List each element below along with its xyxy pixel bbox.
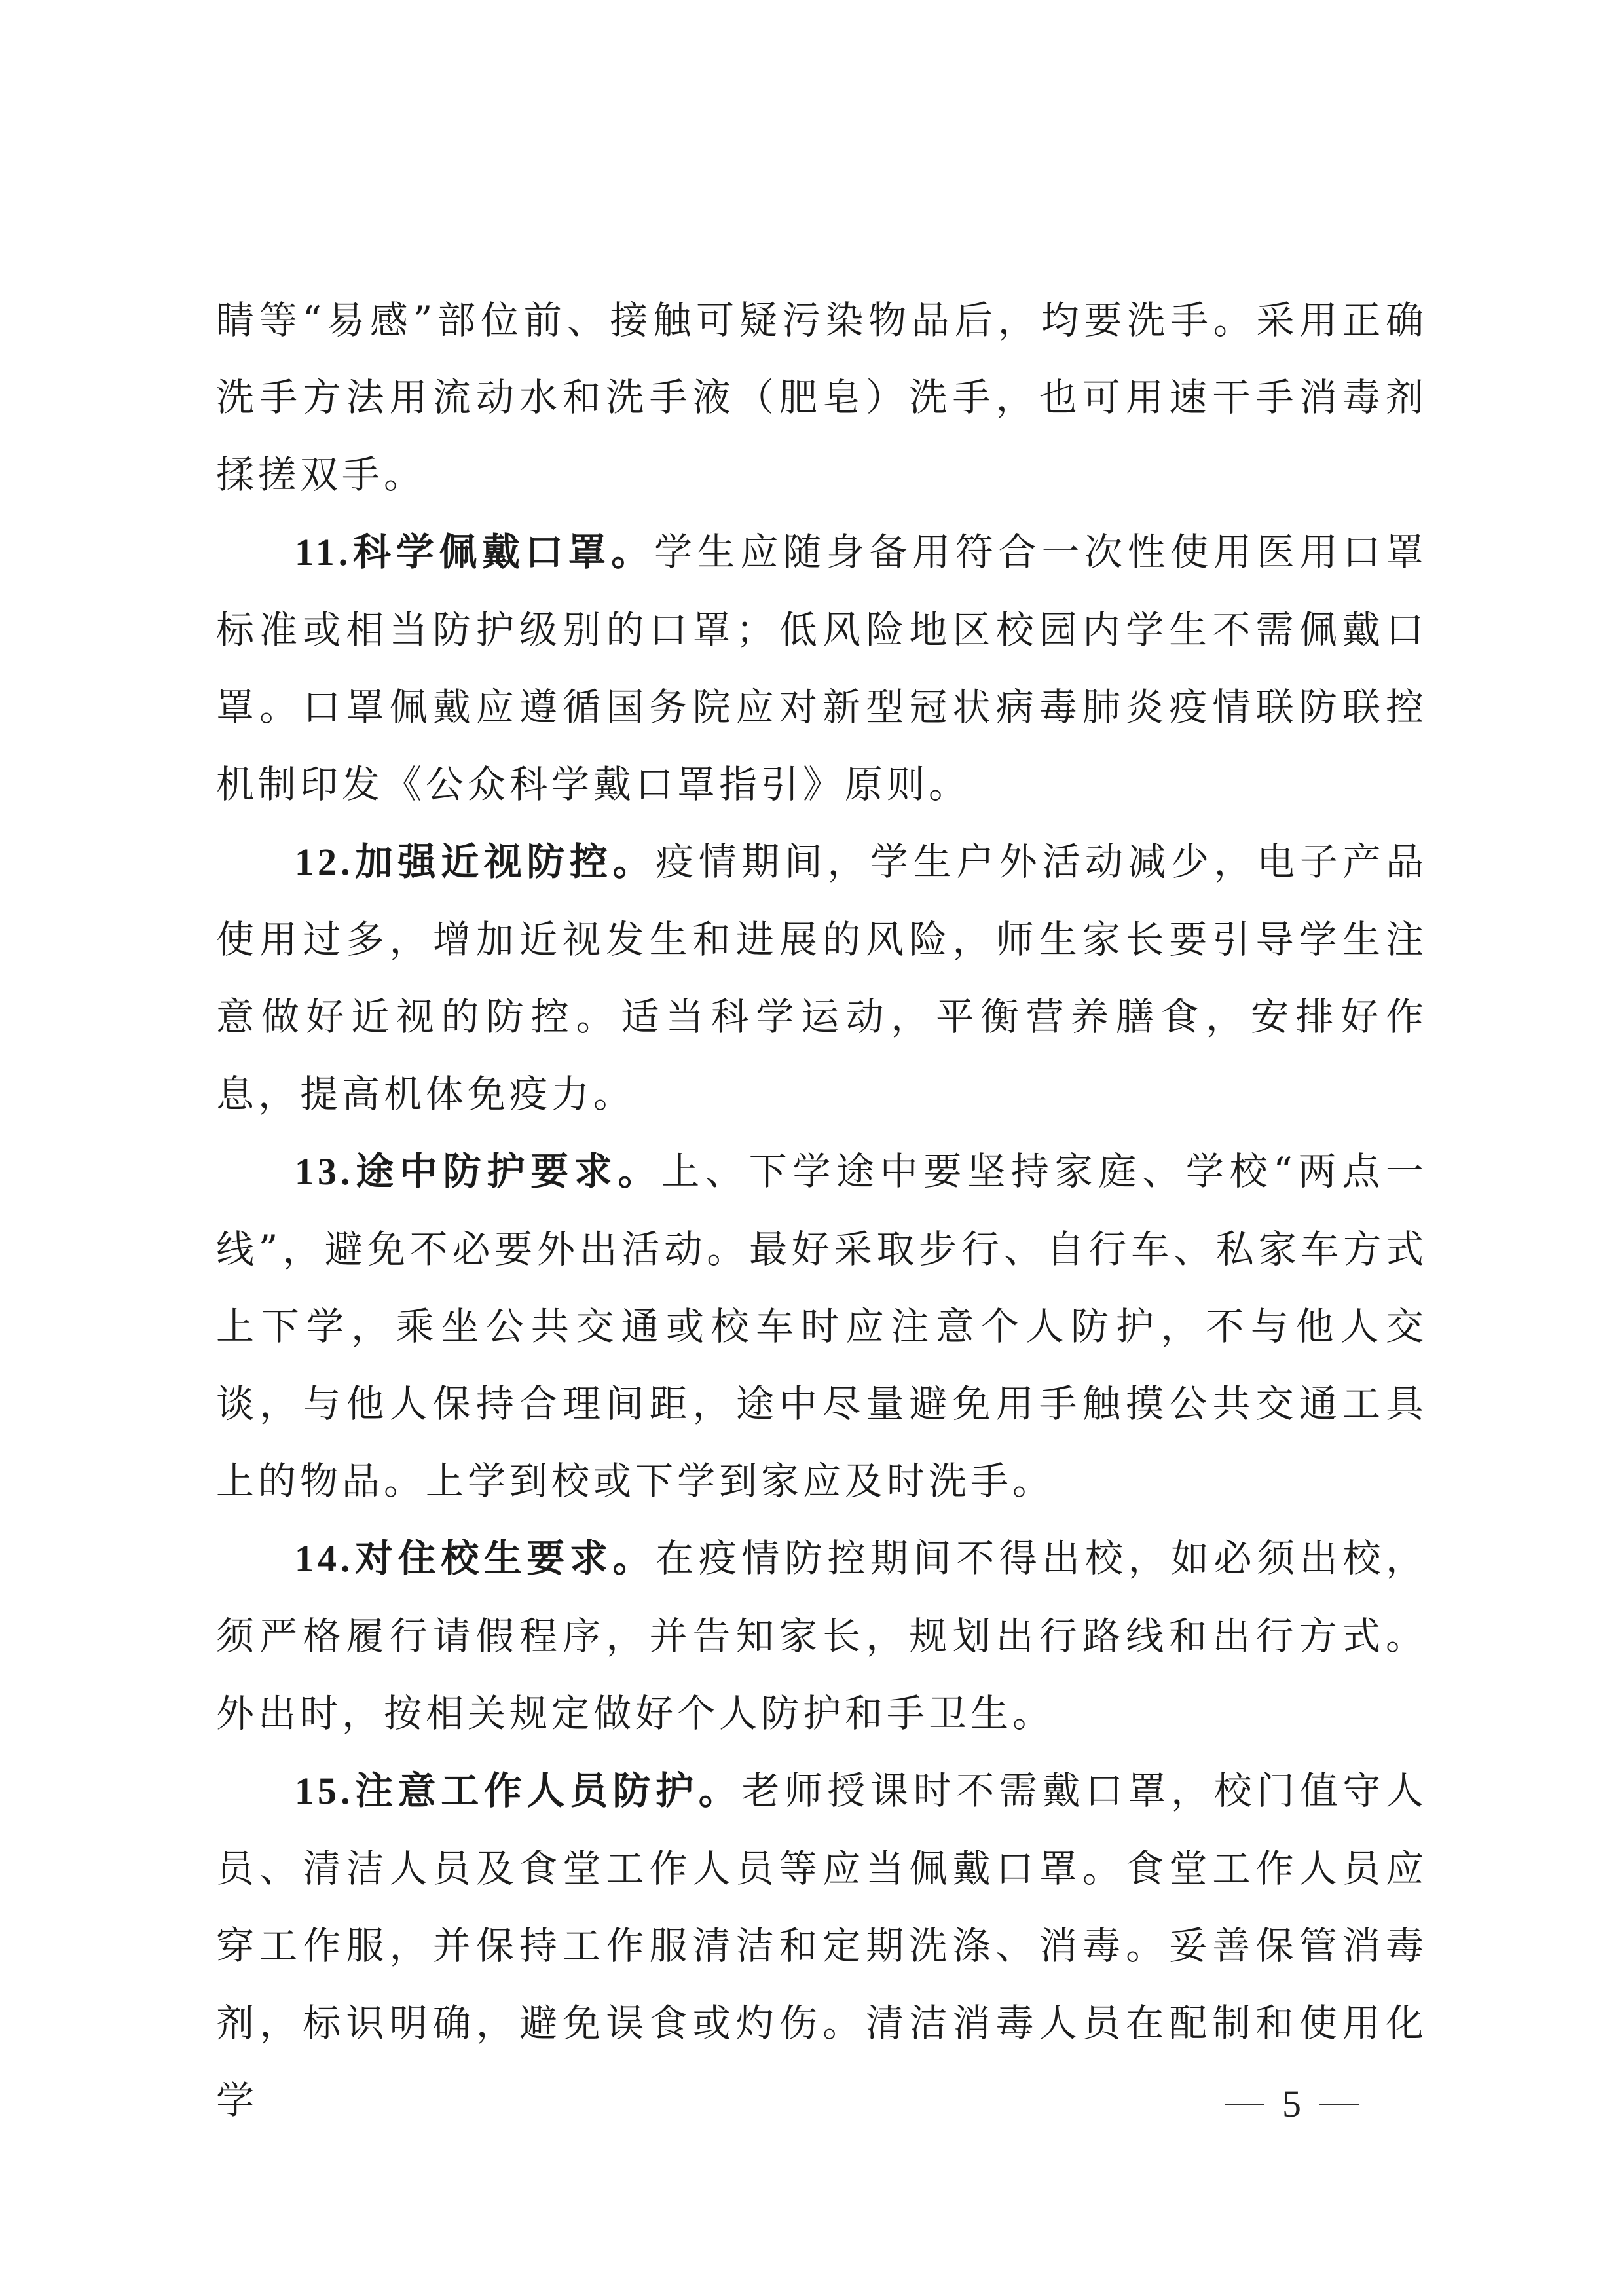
item-number: 11. xyxy=(295,531,352,574)
item-heading: 加强近视防控。 xyxy=(354,839,656,884)
paragraph-text: 老师授课时不需戴口罩，校门值守人员、清洁人员及食堂工作人员等应当佩戴口罩。食堂工作人员应穿工作服，并保持工作服清洁和定期洗涤、消毒。妥善保管消毒剂，标识明确，避免误食或灼伤。清洁消毒人员在配制和使用化学 xyxy=(216,1768,1428,2123)
paragraph-text: 上、下学途中要坚持家庭、学校“两点一线”，避免不必要外出活动。最好采取步行、自行车、私家车方式上下学，乘坐公共交通或校车时应注意个人防护，不与他人交谈，与他人保持合理间距，途中尽量避免用手触摸公共交通工具上的物品。上学到校或下学到家应及时洗手。 xyxy=(216,1149,1428,1503)
dash-left xyxy=(1225,2104,1264,2105)
paragraph-text: 疫情期间，学生户外活动减少，电子产品使用过多，增加近视发生和进展的风险，师生家长要引导学生注意做好近视的防控。适当科学运动，平衡营养膳食，安排好作息，提高机体免疫力。 xyxy=(216,839,1428,1116)
paragraph-text: 学生应随身备用符合一次性使用医用口罩标准或相当防护级别的口罩；低风险地区校园内学生不需佩戴口罩。口罩佩戴应遵循国务院应对新型冠状病毒肺炎疫情联防联控机制印发《公众科学戴口罩指引》原则。 xyxy=(216,530,1428,807)
dash-right xyxy=(1320,2104,1359,2105)
paragraph-item-11 xyxy=(216,513,1428,823)
item-heading: 途中防护要求。 xyxy=(354,1149,662,1194)
item-heading: 注意工作人员防护。 xyxy=(354,1768,742,1813)
paragraph-text: 在疫情防控期间不得出校，如必须出校，须严格履行请假程序，并告知家长，规划出行路线和出行方式。外出时，按相关规定做好个人防护和手卫生。 xyxy=(216,1536,1428,1736)
item-heading: 对住校生要求。 xyxy=(354,1536,656,1580)
paragraph-item-12 xyxy=(216,823,1428,1133)
page-number-footer xyxy=(1225,2082,1421,2126)
paragraph-continued xyxy=(216,282,1428,513)
item-heading: 科学佩戴口罩。 xyxy=(352,530,654,574)
page-number: 5 xyxy=(1282,2083,1301,2125)
paragraph-item-13 xyxy=(216,1133,1428,1520)
item-number: 13. xyxy=(295,1150,354,1193)
item-number: 14. xyxy=(295,1537,354,1580)
item-number: 12. xyxy=(295,841,354,883)
paragraph-text: 睛等“易感”部位前、接触可疑污染物品后，均要洗手。采用正确洗手方法用流动水和洗手液（肥皂）洗手，也可用速干手消毒剂揉搓双手。 xyxy=(216,298,1428,497)
paragraph-item-15 xyxy=(216,1752,1428,2139)
paragraph-item-14 xyxy=(216,1520,1428,1752)
item-number: 15. xyxy=(295,1770,354,1812)
document-page xyxy=(216,282,1428,2139)
